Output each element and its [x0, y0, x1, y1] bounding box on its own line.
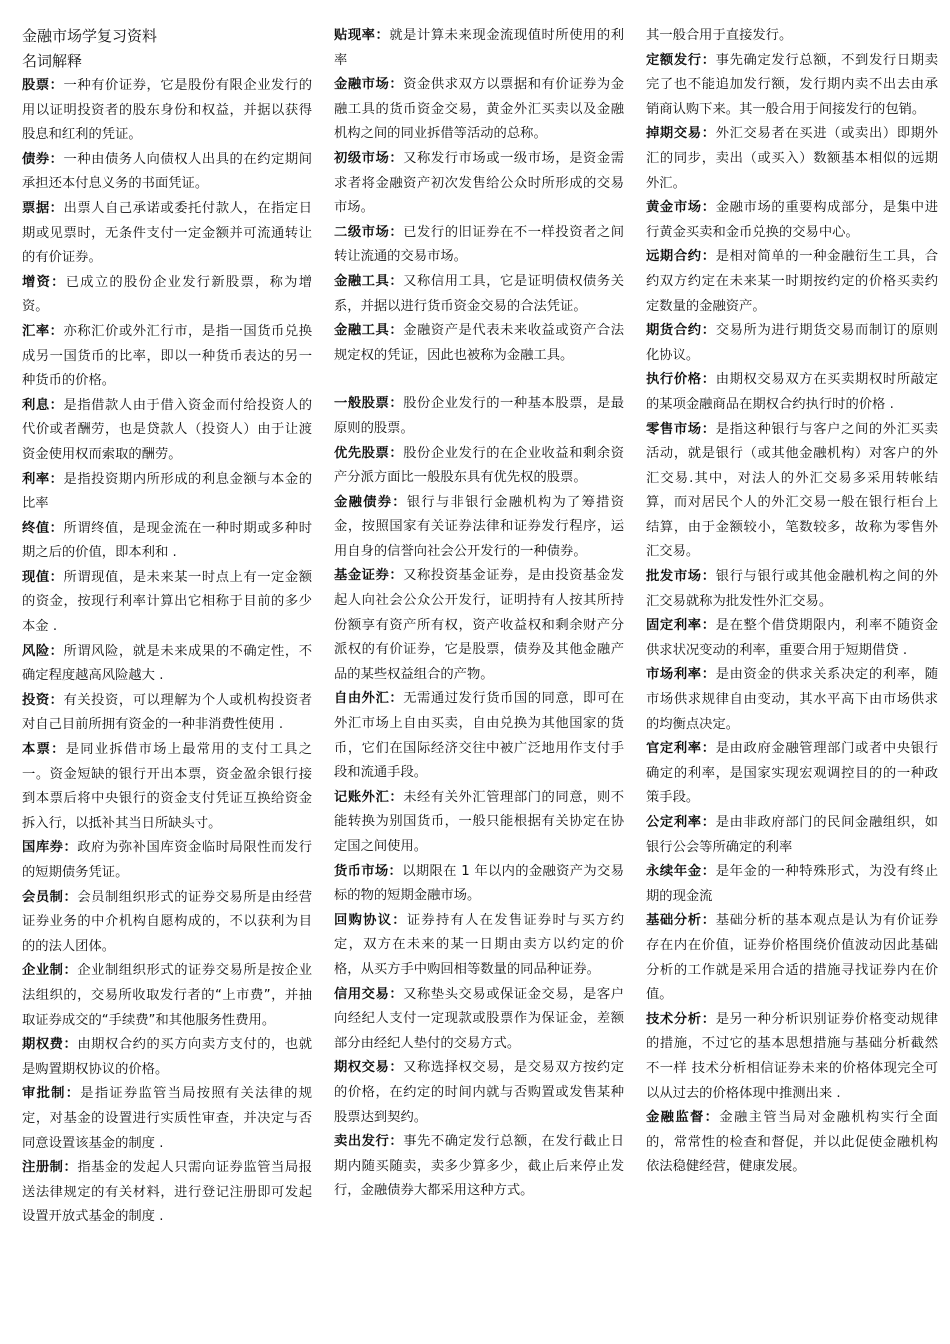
glossary-term: 记账外汇：: [334, 789, 404, 805]
glossary-definition: 是同业拆借市场上最常用的支付工具之一。资金短缺的银行开出本票，资金盈余银行接到本票后将中央银行的资金支付凭证互换给资金拆入行，以抵补其当日所缺头寸。: [22, 742, 313, 831]
glossary-entry: [334, 491, 624, 565]
glossary-term: 金融工具：: [334, 273, 404, 289]
glossary-entry: [22, 148, 312, 197]
glossary-term: 优先股票：: [334, 445, 404, 461]
glossary-term: 基础分析：: [646, 913, 716, 929]
glossary-entry: [22, 517, 312, 566]
glossary-definition: 事先不确定发行总额，在发行截止日期内随买随卖，卖多少算多少，截止后来停止发行，金融债券大都采用这种方式。: [334, 1134, 625, 1199]
glossary-definition: 是年金的一种特殊形式，为没有终止期的现金流: [646, 864, 939, 904]
glossary-definition: 银行与非银行金融机构为了筹措资金，按照国家有关证券法律和证券发行程序，运用自身的信誉向社会公开发行的一种债券。: [334, 494, 625, 559]
glossary-entry: [22, 271, 312, 320]
glossary-entry: [22, 1033, 312, 1082]
glossary-entry: [334, 147, 624, 221]
glossary-entry: [22, 738, 312, 836]
glossary-entry: [334, 687, 624, 785]
glossary-definition: 交易所为进行期货交易而制订的原则化协议。: [646, 323, 939, 363]
glossary-entry: [334, 392, 624, 441]
glossary-term: 会员制：: [22, 889, 78, 905]
glossary-entry: [22, 886, 312, 960]
glossary-term: 执行价格：: [646, 372, 716, 388]
glossary-definition: 又称发行市场或一级市场，是资金需求者将金融资产初次发售给公众时所形成的交易市场。: [334, 150, 625, 216]
glossary-term: 期权费：: [22, 1037, 78, 1053]
glossary-definition: 所谓终值，是现金流在一种时期或多种时期之后的价值，即本利和 .: [22, 520, 313, 561]
glossary-entry: [646, 245, 938, 319]
glossary-entry: [22, 74, 312, 148]
glossary-term: 定额发行：: [646, 52, 716, 68]
glossary-definition: 就是计算未来现金流现值时所使用的利率: [334, 28, 625, 68]
glossary-term: 信用交易：: [334, 986, 404, 1002]
glossary-term: 公定利率：: [646, 815, 716, 830]
glossary-entry: [334, 564, 624, 687]
glossary-term: 批发市场：: [646, 569, 716, 585]
glossary-definition: 指基金的发起人只需向证券监管当局报送法律规定的有关材料，进行登记注册即可发起设置开放式基金的制度 .: [22, 1160, 313, 1225]
glossary-entry: [646, 368, 938, 417]
glossary-definition: 银行与银行或其他金融机构之间的外汇交易就称为批发性外汇交易。: [646, 569, 939, 609]
glossary-term: 二级市场：: [334, 224, 404, 240]
glossary-entry: [22, 394, 312, 468]
glossary-definition: 是指这种银行与客户之间的外汇买卖活动，就是银行（或其他金融机构）对客户的外汇交易.其中，对法人的外汇交易多采用转帐结算，而对居民个人的外汇交易一般在银行柜台上结算，由于金额较小，笔数较多，故称为零售外汇交易。: [646, 421, 939, 560]
glossary-definition: 所谓风险，就是未来成果的不确定性，不确定程度越高风险越大 .: [22, 643, 313, 684]
glossary-entry: [646, 860, 938, 909]
glossary-entry: [334, 73, 624, 147]
glossary-entry: [334, 24, 624, 73]
glossary-entry: [22, 197, 312, 271]
glossary-entry: [334, 221, 624, 270]
glossary-entry: [646, 565, 938, 614]
glossary-term: 永续年金：: [646, 864, 716, 880]
glossary-term: 回购协议：: [334, 912, 407, 928]
document-title: 金融市场学复习资料: [22, 27, 158, 45]
glossary-entry: [334, 1056, 624, 1130]
glossary-term: 金融工具：: [334, 323, 404, 339]
glossary-definition: 股份企业发行的在企业收益和剩余资产分派方面比一般股东具有优先权的股票。: [334, 445, 625, 486]
glossary-term: 黄金市场：: [646, 200, 716, 216]
glossary-term: 债券：: [22, 151, 64, 167]
glossary-entry: [646, 1106, 938, 1180]
glossary-term: 利息：: [22, 397, 64, 413]
glossary-entry: [22, 468, 312, 517]
glossary-definition: 由期权交易双方在买卖期权时所敲定的某项金融商品在期权合约执行时的价格 .: [646, 372, 939, 412]
glossary-definition: 无需通过发行货币国的同意，即可在外汇市场上自由买卖，自由兑换为其他国家的货币，它们在国际经济交往中被广泛地用作支付手段和流通手段。: [334, 691, 625, 781]
glossary-definition: 出票人自己承诺或委托付款人，在指定日期或见票时，无条件支付一定金额并可流通转让的有价证券。: [22, 200, 313, 266]
glossary-entry: [646, 24, 938, 49]
glossary-definition: 资金供求双方以票据和有价证券为金融工具的货币资金交易，黄金外汇买卖以及金融机构之间的同业拆借等活动的总称。: [334, 77, 625, 142]
glossary-definition: 以期限在 1 年以内的金融资产为交易标的物的短期金融市场。: [334, 863, 624, 904]
glossary-entry: [646, 196, 938, 245]
glossary-entry: [334, 786, 624, 860]
glossary-definition: 金融主管当局对金融机构实行全面的，常常性的检查和督促，并以此促使金融机构依法稳健经营，健康发展。: [646, 1110, 939, 1175]
glossary-definition: 又称选择权交易，是交易双方按约定的价格，在约定的时间内就与否购置或发售某种股票达到契约。: [334, 1060, 625, 1125]
glossary-term: 国库券：: [22, 840, 78, 856]
glossary-term: 风险：: [22, 643, 64, 659]
glossary-definition: 一种由债务人向债权人出具的在约定期间承担还本付息义务的书面凭证。: [22, 151, 313, 192]
glossary-term: 初级市场：: [334, 150, 404, 166]
glossary-entry: [22, 566, 312, 640]
glossary-definition: 又称垫头交易或保证金交易，是客户向经纪人支付一定现款或股票作为保证金，差额部分由经纪人垫付的交易方式。: [334, 986, 625, 1051]
column-1: [22, 24, 312, 1344]
glossary-definition: 有关投资，可以理解为个人或机构投资者对自己目前所拥有资金的一种非消费性使用 .: [22, 692, 313, 733]
glossary-term: 一般股票：: [334, 396, 404, 412]
column-3-entries: [646, 24, 938, 1180]
glossary-term: 利率：: [22, 471, 64, 487]
glossary-term: 自由外汇：: [334, 691, 404, 707]
glossary-term: 企业制：: [22, 963, 78, 979]
glossary-entry: [646, 737, 938, 811]
glossary-entry: [22, 640, 312, 689]
glossary-definition: 亦称汇价或外汇行市，是指一国货币兑换成另一国货币的比率，即以一种货币表达的另一种货币的价格。: [22, 323, 313, 389]
glossary-term: 官定利率：: [646, 741, 716, 757]
glossary-entry: [334, 442, 624, 491]
glossary-entry: [334, 983, 624, 1057]
glossary-entry: [22, 1082, 312, 1156]
glossary-term: 本票：: [22, 742, 66, 758]
glossary-term: 货币市场：: [334, 863, 403, 879]
glossary-entry: [646, 1008, 938, 1106]
glossary-term: 期权交易：: [334, 1060, 404, 1076]
glossary-entry: [646, 811, 938, 860]
glossary-definition: 已发行的旧证券在不一样投资者之间转让流通的交易市场。: [334, 224, 625, 265]
column-3: [646, 24, 938, 1344]
glossary-term: 现值：: [22, 569, 64, 585]
column-2: [334, 24, 624, 1344]
glossary-term: 终值：: [22, 520, 64, 536]
glossary-definition: 股份企业发行的一种基本股票，是最原则的股票。: [334, 396, 625, 436]
glossary-definition: 政府为弥补国库资金临时局限性而发行的短期债务凭证。: [22, 840, 313, 880]
glossary-definition: 已成立的股份企业发行新股票，称为增资。: [22, 274, 313, 315]
glossary-entry: [334, 319, 624, 368]
glossary-entry: [334, 1130, 624, 1204]
glossary-term: 金融市场：: [334, 77, 404, 93]
glossary-term: 技术分析：: [646, 1011, 716, 1027]
glossary-entry: [22, 959, 312, 1033]
glossary-definition: 会员制组织形式的证券交易所是由经营证券业务的中介机构自愿构成的，不以获利为目的的法人团体。: [22, 889, 313, 954]
glossary-definition: 是指证券监管当局按照有关法律的规定，对基金的设置进行实质性审查，并决定与否同意设置该基金的制度 .: [22, 1086, 313, 1151]
glossary-definition: 基础分析的基本观点是认为有价证券存在内在价值，证券价格围绕价值波动因此基础分析的工作就是采用合适的措施寻找证券内在价值。: [646, 913, 939, 1003]
glossary-definition: 一种有价证券，它是股份有限企业发行的用以证明投资者的股东身份和权益，并据以获得股息和红利的凭证。: [22, 78, 313, 143]
glossary-definition: 又称投资基金证券，是由投资基金发起人向社会公众公开发行，证明持有人按其所持份额享有资产所有权，资产收益权和剩余财产分派权的有价证券，它是股票，债券及其他金融产品的某些权益组合的产物。: [334, 568, 625, 682]
glossary-definition: 是另一种分析识别证券价格变动规律的措施，不过它的基本思想措施与基础分析截然不一样 技术分析相信证券未来的价格体现完全可以从过去的价格体现中推测出来 .: [646, 1011, 939, 1101]
blank-line: [334, 368, 624, 392]
glossary-term: 股票：: [22, 78, 64, 93]
section-subtitle: 名词解释: [22, 52, 83, 70]
glossary-definition: 外汇交易者在买进（或卖出）即期外汇的同步，卖出（或买入）数额基本相似的远期外汇。: [646, 126, 939, 191]
glossary-entry: [646, 614, 938, 663]
glossary-term: 贴现率：: [334, 28, 390, 43]
glossary-term: 注册制：: [22, 1160, 78, 1176]
glossary-definition: 是指投资期内所形成的利息金额与本金的比率: [22, 471, 313, 512]
glossary-definition: 其一般合用于直接发行。: [646, 28, 793, 43]
glossary-term: 期货合约：: [646, 323, 716, 339]
glossary-term: 审批制：: [22, 1086, 81, 1102]
glossary-definition: 是由政府金融管理部门或者中央银行确定的利率，是国家实现宏观调控目的的一种政策手段。: [646, 741, 939, 806]
glossary-definition: 是在整个借贷期限内，利率不随资金供求状况变动的利率，重要合用于短期借贷 .: [646, 618, 939, 658]
glossary-term: 零售市场：: [646, 421, 716, 437]
glossary-entry: [646, 319, 938, 368]
glossary-entry: [334, 860, 624, 909]
glossary-definition: 企业制组织形式的证券交易所是按企业法组织的，交易所收取发行者的“上市费”，并抽取证券成交的“手续费”和其他服务性费用。: [22, 963, 313, 1028]
glossary-definition: 证券持有人在发售证券时与买方约定，双方在未来的某一日期由卖方以约定的价格，从买方手中购回相等数量的同品种证券。: [334, 912, 625, 977]
glossary-entry: [646, 663, 938, 737]
glossary-definition: 金融市场的重要构成部分，是集中进行黄金买卖和金币兑换的交易中心。: [646, 200, 939, 240]
glossary-term: 掉期交易：: [646, 126, 716, 142]
glossary-term: 卖出发行：: [334, 1134, 404, 1150]
glossary-term: 金融监督：: [646, 1110, 720, 1126]
glossary-definition: 是相对简单的一种金融衍生工具，合约双方约定在未来某一时期按约定的价格买卖约定数量的金融资产。: [646, 249, 939, 314]
glossary-term: 汇率：: [22, 323, 64, 339]
glossary-term: 投资：: [22, 692, 64, 708]
glossary-definition: 是由非政府部门的民间金融组织，如银行公会等所确定的利率: [646, 815, 939, 855]
glossary-term: 增资：: [22, 274, 66, 290]
glossary-term: 金融债券：: [334, 494, 407, 510]
glossary-term: 远期合约：: [646, 249, 716, 265]
glossary-entry: [646, 909, 938, 1007]
glossary-term: 市场利率：: [646, 667, 716, 683]
glossary-entry: [646, 122, 938, 196]
glossary-term: 固定利率：: [646, 618, 716, 634]
glossary-definition: 是指借款人由于借入资金而付给投资人的代价或者酬劳，也是贷款人（投资人）由于让渡资金使用权而索取的酬劳。: [22, 397, 313, 462]
glossary-definition: 所谓现值，是未来某一时点上有一定金额的资金，按现行利率计算出它相称于目前的多少本金 .: [22, 569, 313, 635]
glossary-entry: [334, 270, 624, 319]
glossary-entry: [22, 320, 312, 394]
glossary-entry: [22, 836, 312, 885]
glossary-entry: [22, 689, 312, 738]
column-2-entries: [334, 24, 624, 1204]
glossary-entry: [334, 909, 624, 983]
glossary-term: 基金证券：: [334, 568, 404, 584]
glossary-definition: 是由资金的供求关系决定的利率，随市场供求规律自由变动，其水平高下由市场供求的均衡点决定。: [646, 667, 939, 732]
glossary-definition: 事先确定发行总额，不到发行日期卖完了也不能追加发行额，发行期内卖不出去由承销商认购下来。其一般合用于间接发行的包销。: [646, 52, 939, 117]
glossary-definition: 金融资产是代表未来收益或资产合法规定权的凭证，因此也被称为金融工具。: [334, 323, 625, 363]
glossary-term: 票据：: [22, 200, 64, 216]
column-1-entries: [22, 74, 312, 1230]
glossary-entry: [646, 49, 938, 123]
glossary-entry: [646, 418, 938, 566]
glossary-definition: 未经有关外汇管理部门的同意，则不能转换为别国货币，一般只能根据有关协定在协定国之间使用。: [334, 789, 625, 854]
glossary-entry: [22, 1156, 312, 1230]
glossary-definition: 由期权合约的买方向卖方支付的，也就是购置期权协议的价格。: [22, 1037, 313, 1077]
glossary-definition: 又称信用工具，它是证明债权债务关系，并据以进行货币资金交易的合法凭证。: [334, 273, 625, 314]
